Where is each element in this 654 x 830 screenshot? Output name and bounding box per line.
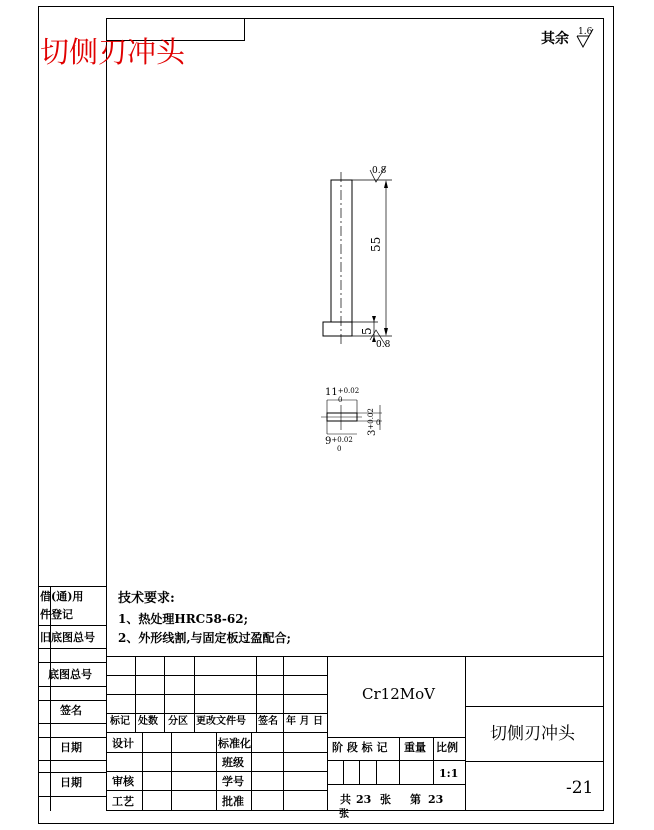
section-bottom-tol: +0.02	[331, 436, 353, 444]
margin-label-sign: 签名	[60, 704, 82, 717]
tb-v	[216, 732, 217, 811]
section-width-value: 11	[325, 387, 338, 398]
margin-label-borrow: 借(通)用	[40, 590, 84, 603]
outer-border-top	[38, 6, 614, 7]
tb-part-name: 切侧刃冲头	[490, 724, 575, 744]
tb-v	[142, 732, 143, 811]
section-height-tol: +0.02	[367, 408, 375, 430]
tech-req-item-1: 1、热处理HRC58-62;	[118, 612, 249, 626]
margin-label-register: 件登记	[40, 608, 73, 621]
tb-v	[376, 760, 377, 784]
tb-top	[106, 656, 604, 657]
tb-v	[171, 732, 172, 811]
tb-h	[327, 737, 465, 738]
tb-sheets-total-label: 共	[340, 793, 351, 806]
outer-border-bottom	[38, 823, 614, 824]
code-box-right	[244, 18, 245, 41]
tb-h	[327, 760, 465, 761]
margin-line	[38, 662, 107, 663]
tb-v	[433, 737, 434, 784]
tb-h	[106, 713, 327, 714]
tb-role-approve: 批准	[222, 795, 244, 808]
tb-h	[465, 706, 604, 707]
tb-scale-value: 1:1	[439, 767, 459, 780]
tech-req-title: 技术要求:	[118, 591, 175, 606]
tb-sheets-total: 23	[356, 793, 372, 806]
margin-line	[38, 796, 107, 797]
tb-v	[194, 656, 195, 733]
section-bottom-value: 9	[325, 436, 332, 447]
dim-head-5: 5	[360, 327, 374, 335]
tb-v	[343, 760, 344, 784]
tb-material: Cr12MoV	[362, 685, 435, 703]
roughness-rest-label: 其余	[541, 31, 569, 47]
outer-border-right	[613, 6, 614, 824]
red-part-title: 切侧刃冲头	[40, 35, 186, 69]
tb-h	[106, 675, 327, 676]
inner-border-right	[603, 18, 604, 811]
tb-v	[251, 732, 252, 811]
tb-role-process: 工艺	[112, 795, 134, 808]
tb-v	[399, 737, 400, 784]
margin-line	[38, 700, 107, 701]
margin-label-base-no: 底图总号	[48, 668, 92, 681]
tb-v	[327, 656, 328, 811]
tb-drawing-no: -21	[566, 778, 594, 798]
margin-line	[38, 737, 107, 738]
margin-line	[38, 625, 107, 626]
tb-scale-label: 比例	[436, 741, 458, 754]
outer-border-left	[38, 6, 39, 824]
tb-stage-mark: 阶 段 标 记	[332, 741, 388, 754]
tb-v	[256, 656, 257, 733]
margin-label-date-2: 日期	[60, 776, 82, 789]
tb-weight: 重量	[404, 741, 426, 754]
tb-sheet-no: 23	[428, 793, 444, 806]
tb-v	[164, 656, 165, 733]
roughness-top-value: 0.8	[372, 166, 387, 176]
section-height-tol-low: 0	[376, 419, 381, 427]
margin-line	[38, 686, 107, 687]
tb-header-mark: 标记	[110, 716, 130, 727]
section-height-value: 3	[367, 429, 378, 436]
margin-line	[38, 760, 107, 761]
tb-header-count: 处数	[138, 716, 158, 727]
tb-role-class: 班级	[222, 756, 244, 769]
tech-req-item-2: 2、外形线割,与固定板过盈配合;	[118, 631, 291, 645]
section-bottom-tol-low: 0	[337, 445, 342, 453]
margin-line	[38, 648, 107, 649]
margin-label-date-1: 日期	[60, 741, 82, 754]
inner-border-top	[106, 18, 604, 19]
margin-label-old-base-no: 旧底图总号	[40, 631, 95, 644]
section-width-tol-low: 0	[338, 396, 343, 404]
tb-v	[465, 656, 466, 811]
tb-v	[135, 656, 136, 733]
tb-header-zone: 分区	[168, 716, 188, 727]
inner-border-left	[106, 18, 107, 811]
inner-border-bottom	[106, 810, 604, 811]
tb-header-sign: 签名	[258, 716, 278, 727]
section-width-tol: +0.02	[337, 387, 360, 395]
tb-sheet-no-label: 第	[410, 793, 421, 806]
tb-v	[283, 732, 284, 811]
tb-role-standard: 标准化	[218, 737, 251, 750]
margin-line	[38, 723, 107, 724]
tb-v	[283, 656, 284, 733]
tb-sheets-unit: 张	[380, 793, 391, 806]
margin-line	[38, 586, 107, 587]
margin-line	[38, 772, 107, 773]
tb-h	[327, 784, 465, 785]
tb-v	[359, 760, 360, 784]
tb-h	[465, 761, 604, 762]
roughness-rest-value: 1.6	[578, 27, 593, 37]
tb-header-date: 年 月 日	[286, 716, 323, 727]
dim-length-55: 55	[369, 236, 383, 252]
tb-header-change-doc: 更改文件号	[196, 716, 246, 727]
tb-role-student-no: 学号	[222, 775, 244, 788]
tb-role-review: 审核	[112, 775, 134, 788]
roughness-bottom-value: 0.8	[376, 340, 391, 350]
tb-sheet-no-unit: 张	[339, 809, 349, 820]
tb-h	[106, 694, 327, 695]
tb-role-design: 设计	[112, 737, 134, 750]
